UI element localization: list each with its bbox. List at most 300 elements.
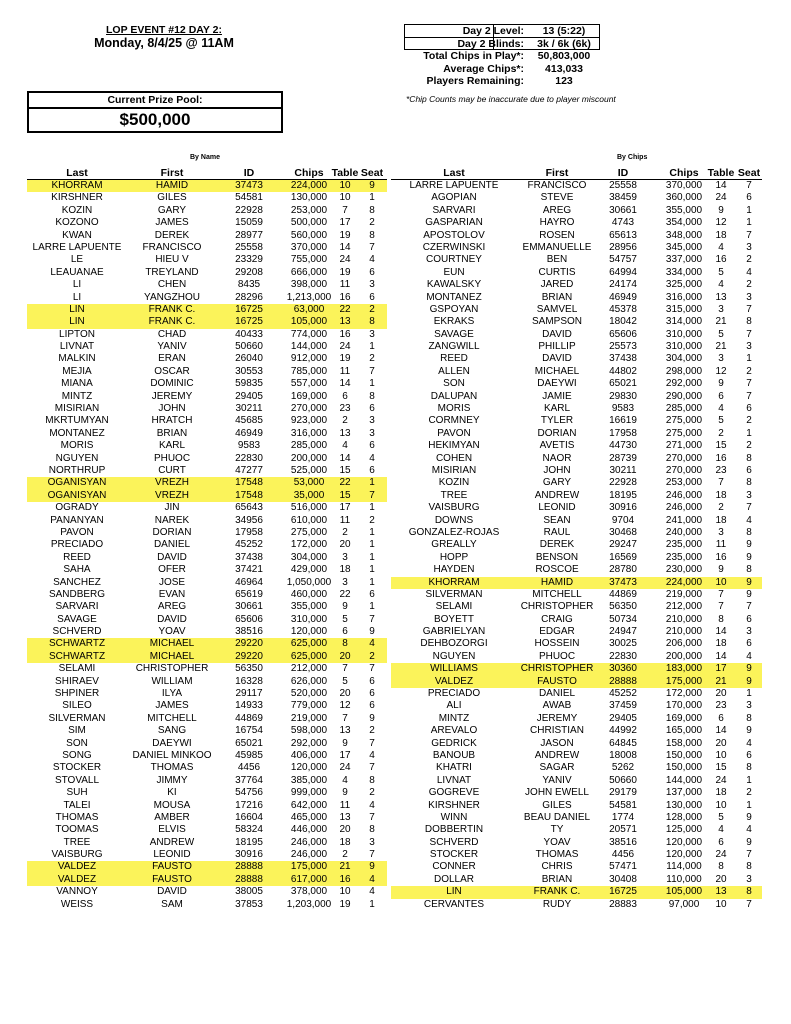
table-row [391,353,762,365]
cell-last: PRECIADO [50,539,104,551]
cell-last: MALKIN [58,353,96,365]
cell-table: 16 [339,873,351,885]
cell-id: 16754 [235,725,263,737]
cell-chips: 270,000 [665,464,703,476]
cell-seat: 1 [369,601,375,613]
cell-id: 37764 [235,774,263,786]
cell-first: JEREMY [536,712,578,724]
cell-seat: 8 [746,477,752,489]
cell-seat: 4 [369,799,375,811]
cell-first: JEREMY [151,390,193,402]
cell-table: 23 [339,403,351,415]
table-row [27,899,387,911]
cell-id: 30025 [609,638,637,650]
cell-chips: 1,203,000 [286,898,332,910]
column-header-chips: Chips [294,167,324,179]
cell-last: ALI [446,700,462,712]
table-row [391,861,762,873]
cell-last: MONTANEZ [426,291,482,303]
cell-seat: 1 [369,576,375,588]
cell-last: DALUPAN [430,390,478,402]
cell-table: 21 [339,861,351,873]
cell-table: 10 [715,749,727,761]
table-row [27,676,387,688]
cell-seat: 2 [369,217,375,229]
cell-first: MICHAEL [149,638,195,650]
cell-table: 24 [339,762,351,774]
cell-seat: 3 [746,341,752,353]
cell-table: 13 [339,811,351,823]
section-label-by-name: By Name [190,154,220,161]
cell-id: 29208 [235,266,263,278]
table-row [391,552,762,564]
cell-table: 24 [715,192,727,204]
cell-last: SCHVERD [52,626,102,638]
cell-first: DEREK [539,539,575,551]
cell-seat: 7 [746,180,752,191]
cell-seat: 9 [746,539,752,551]
cell-seat: 9 [746,725,752,737]
table-row [27,787,387,799]
cell-id: 9583 [237,440,261,452]
cell-table: 9 [718,204,724,216]
cell-chips: 200,000 [290,452,328,464]
cell-table: 10 [715,576,727,588]
table-row [391,205,762,217]
cell-id: 30211 [609,464,637,476]
cell-id: 44992 [609,725,637,737]
cell-chips: 666,000 [290,266,328,278]
cell-last: AREVALO [430,725,478,737]
table-row [391,415,762,427]
cell-seat: 9 [746,576,752,588]
cell-last: GASPARIAN [425,217,483,229]
cell-seat: 1 [369,564,375,576]
cell-last: CZERWINSKI [422,241,486,253]
cell-table: 12 [339,700,351,712]
cell-id: 24174 [609,279,637,291]
cell-seat: 9 [746,663,752,675]
cell-chips: 292,000 [290,737,328,749]
cell-seat: 1 [746,774,752,786]
cell-seat: 4 [369,886,375,898]
cell-seat: 1 [369,551,375,563]
table-row [27,614,387,626]
table-row [391,341,762,353]
table-row [391,700,762,712]
cell-first: SANG [157,725,187,737]
cell-table: 19 [339,229,351,241]
cell-id: 25558 [235,241,263,253]
cell-id: 18195 [235,836,263,848]
cell-last: SELAMI [435,601,473,613]
cell-id: 46949 [609,291,637,303]
cell-seat: 6 [369,700,375,712]
cell-table: 4 [718,824,724,836]
table-row [391,713,762,725]
cell-table: 22 [339,588,351,600]
cell-last: HOPP [439,551,469,563]
cell-first: PHUOC [538,650,576,662]
cell-id: 65021 [235,737,263,749]
cell-table: 18 [339,836,351,848]
cell-id: 18195 [609,489,637,501]
cell-seat: 1 [369,341,375,353]
cell-last: KHATRI [436,762,472,774]
cell-table: 17 [339,502,351,514]
table-row [391,614,762,626]
cell-seat: 7 [746,303,752,315]
cell-last: KHORRAM [51,180,103,191]
cell-id: 29117 [235,688,263,700]
cell-table: 24 [715,849,727,861]
cell-table: 10 [339,192,351,204]
cell-first: ROSEN [539,229,575,241]
cell-last: SANDBERG [48,588,106,600]
table-row [27,180,387,192]
cell-first: VREZH [155,489,189,501]
cell-id: 40433 [235,328,263,340]
cell-chips: 246,000 [665,489,703,501]
cell-seat: 9 [746,836,752,848]
cell-seat: 3 [746,489,752,501]
cell-seat: 6 [369,291,375,303]
cell-table: 19 [339,353,351,365]
table-row [27,738,387,750]
cell-table: 14 [715,650,727,662]
cell-first: LEONID [538,502,576,514]
cell-last: NGUYEN [55,452,99,464]
cell-last: CERVANTES [423,898,485,910]
cell-chips: 999,000 [290,787,328,799]
table-header [27,167,387,180]
cell-last: VAISBURG [51,849,103,861]
cell-last: SARVARI [55,601,99,613]
cell-seat: 7 [369,489,375,501]
cell-seat: 1 [746,427,752,439]
cell-seat: 3 [369,427,375,439]
cell-chips: 774,000 [290,328,328,340]
cell-first: DAVID [157,886,187,898]
cell-last: PAVON [60,526,94,538]
summary-label: Total Chips in Play*: [423,50,524,63]
cell-last: SCHWARTZ [48,638,106,650]
cell-table: 13 [715,291,727,303]
cell-table: 7 [342,204,348,216]
table-row [27,552,387,564]
cell-seat: 4 [746,514,752,526]
summary-row-total-chips [404,50,624,63]
cell-last: DEHBOZORGI [420,638,488,650]
cell-first: JOHN EWELL [525,787,589,799]
cell-chips: 1,050,000 [286,576,332,588]
cell-table: 20 [339,539,351,551]
cell-table: 5 [718,266,724,278]
cell-id: 8435 [237,279,261,291]
cell-last: CONNER [432,861,476,873]
cell-chips: 270,000 [665,452,703,464]
cell-chips: 912,000 [290,353,328,365]
cell-id: 17958 [609,427,637,439]
table-row [27,230,387,242]
cell-chips: 241,000 [665,514,703,526]
cell-table: 20 [715,737,727,749]
cell-chips: 557,000 [290,378,328,390]
cell-last: HEKIMYAN [428,440,480,452]
cell-last: SARVARI [432,204,476,216]
cell-chips: 210,000 [665,626,703,638]
cell-id: 37438 [235,551,263,563]
cell-last: BOYETT [433,613,474,625]
cell-last: GREALLY [431,539,477,551]
cell-first: CHRIS [541,861,573,873]
cell-id: 4456 [237,762,261,774]
cell-last: VALDEZ [434,675,474,687]
event-date: Monday, 8/4/25 @ 11AM [94,36,234,50]
table-row [391,589,762,601]
cell-chips: 378,000 [290,886,328,898]
cell-last: EKRAKS [433,316,475,328]
cell-table: 4 [342,774,348,786]
cell-chips: 120,000 [665,836,703,848]
cell-table: 6 [718,836,724,848]
table-row [27,242,387,254]
cell-id: 28296 [235,291,263,303]
cell-id: 29179 [609,787,637,799]
table-header [391,167,762,180]
cell-table: 15 [339,489,351,501]
cell-table: 21 [715,316,727,328]
cell-chips: 53,000 [293,477,325,489]
cell-seat: 8 [369,229,375,241]
table-row [27,663,387,675]
column-header-chips: Chips [669,167,699,179]
table-row [27,824,387,836]
cell-id: 22928 [235,204,263,216]
cell-table: 14 [339,452,351,464]
cell-id: 30916 [235,849,263,861]
cell-table: 2 [342,849,348,861]
table-row [27,762,387,774]
cell-id: 30360 [609,663,637,675]
cell-table: 4 [718,241,724,253]
cell-last: GEDRICK [431,737,477,749]
cell-chips: 212,000 [290,663,328,675]
cell-last: SILEO [62,700,92,712]
cell-first: YOAV [543,836,571,848]
cell-last: GSPOYAN [429,303,479,315]
cell-first: TREYLAND [145,266,199,278]
cell-last: KAWALSKY [426,279,482,291]
cell-seat: 3 [369,415,375,427]
cell-seat: 4 [369,452,375,464]
summary-value: 13 (5:22) [542,25,586,37]
cell-table: 23 [715,464,727,476]
cell-id: 30661 [235,601,263,613]
cell-id: 65606 [235,613,263,625]
cell-id: 17548 [235,477,263,489]
cell-table: 21 [715,675,727,687]
cell-chips: 598,000 [290,725,328,737]
cell-first: NAREK [154,514,190,526]
cell-chips: 334,000 [665,266,703,278]
cell-chips: 360,000 [665,192,703,204]
summary-label: Day 2 Level: [462,25,524,37]
cell-table: 13 [339,316,351,328]
cell-first: HAMID [155,180,189,191]
cell-first: CURT [158,464,186,476]
cell-seat: 7 [746,229,752,241]
cell-id: 16619 [609,415,637,427]
cell-first: DAVID [157,551,187,563]
cell-last: NGUYEN [432,650,476,662]
cell-last: SILVERMAN [425,588,483,600]
table-row [27,713,387,725]
cell-table: 22 [339,303,351,315]
table-row [27,651,387,663]
cell-chips: 130,000 [290,192,328,204]
cell-table: 15 [715,440,727,452]
cell-table: 11 [715,539,727,551]
table-row [391,564,762,576]
cell-first: HOSSEIN [534,638,580,650]
cell-chips: 355,000 [290,601,328,613]
cell-first: ELVIS [158,824,186,836]
cell-last: EUN [443,266,465,278]
cell-last: GONZALEZ-ROJAS [408,526,500,538]
cell-chips: 169,000 [665,712,703,724]
cell-seat: 1 [369,192,375,204]
cell-first: DANIEL MINKOO [132,749,212,761]
cell-chips: 325,000 [665,279,703,291]
cell-last: KIRSHNER [51,192,103,204]
cell-first: SAGAR [539,762,575,774]
cell-chips: 200,000 [665,650,703,662]
table-row [27,638,387,650]
cell-id: 46964 [235,576,263,588]
cell-first: ANDREW [534,749,580,761]
table-row [391,738,762,750]
table-row [391,812,762,824]
cell-seat: 7 [369,737,375,749]
cell-last: SONG [62,749,92,761]
cell-last: WEISS [60,898,94,910]
cell-chips: 446,000 [290,824,328,836]
cell-last: THOMAS [55,811,99,823]
cell-last: MKRTUMYAN [45,415,109,427]
cell-table: 7 [718,601,724,613]
cell-first: FRANK C. [533,886,581,898]
cell-first: AWAB [542,700,572,712]
cell-chips: 304,000 [665,353,703,365]
cell-last: LEAUANAE [50,266,104,278]
cell-seat: 2 [746,787,752,799]
cell-seat: 4 [746,266,752,278]
table-row [27,279,387,291]
cell-table: 5 [342,675,348,687]
cell-chips: 429,000 [290,564,328,576]
cell-last: SON [443,378,465,390]
cell-id: 16725 [235,316,263,328]
cell-seat: 8 [746,762,752,774]
cell-table: 12 [715,217,727,229]
summary-value: 123 [555,75,573,88]
cell-first: MITCHELL [532,588,582,600]
cell-seat: 7 [369,613,375,625]
cell-table: 2 [342,526,348,538]
cell-chips: 298,000 [665,365,703,377]
cell-last: SIM [68,725,86,737]
cell-table: 6 [342,626,348,638]
cell-chips: 120,000 [665,849,703,861]
cell-first: KI [167,787,177,799]
cell-chips: 560,000 [290,229,328,241]
cell-first: JOHN [543,464,571,476]
cell-chips: 355,000 [665,204,703,216]
cell-table: 3 [342,576,348,588]
cell-id: 54581 [235,192,263,204]
cell-id: 16604 [235,811,263,823]
table-row [391,279,762,291]
cell-last: SCHWARTZ [48,650,106,662]
cell-seat: 3 [746,873,752,885]
summary-value: 3k / 6k (6k) [537,37,591,50]
cell-seat: 6 [746,749,752,761]
cell-table: 15 [339,464,351,476]
table-row [27,861,387,873]
table-row [391,217,762,229]
cell-id: 44730 [609,440,637,452]
table-row [391,539,762,551]
cell-table: 14 [715,180,727,191]
cell-seat: 6 [369,440,375,452]
cell-table: 17 [715,663,727,675]
cell-chips: 337,000 [665,254,703,266]
cell-chips: 385,000 [290,774,328,786]
column-header-first: First [160,167,184,179]
cell-last: KOZONO [55,217,99,229]
cell-last: LIVNAT [436,774,472,786]
cell-last: MIANA [61,378,93,390]
cell-seat: 1 [746,217,752,229]
cell-last: LI [72,279,82,291]
cell-chips: 275,000 [290,526,328,538]
cell-last: LIVNAT [59,341,95,353]
cell-seat: 6 [369,464,375,476]
cell-chips: 63,000 [293,303,325,315]
cell-last: PANANYAN [50,514,104,526]
cell-last: WILLIAMS [430,663,478,675]
cell-table: 2 [342,415,348,427]
cell-seat: 9 [746,811,752,823]
cell-chips: 310,000 [665,328,703,340]
cell-table: 16 [715,254,727,266]
cell-first: JAMES [155,217,189,229]
cell-id: 50734 [609,613,637,625]
cell-first: FRANCISCO [527,180,587,191]
table-row [391,626,762,638]
summary-row-level [404,25,624,38]
cell-id: 17548 [235,489,263,501]
cell-seat: 6 [369,266,375,278]
cell-last: LIN [446,886,462,898]
cell-table: 5 [718,328,724,340]
cell-chips: 97,000 [668,898,700,910]
column-header-seat: Seat [360,167,384,179]
table-row [27,688,387,700]
cell-last: SAVAGE [57,613,97,625]
cell-seat: 2 [746,440,752,452]
